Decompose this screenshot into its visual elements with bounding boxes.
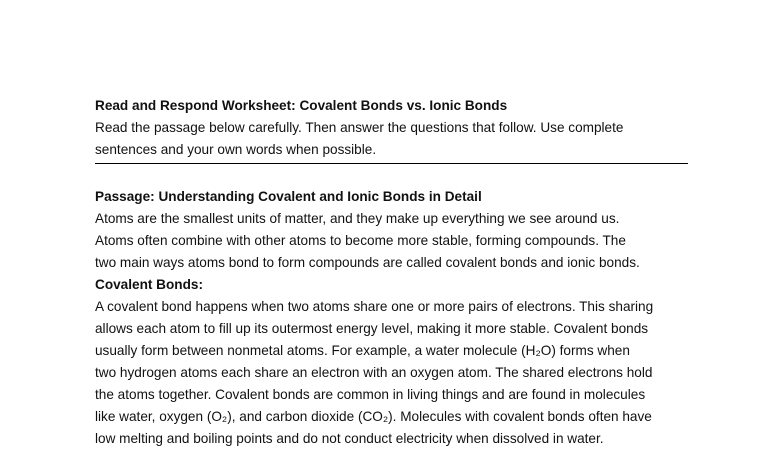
covalent-heading: Covalent Bonds: (95, 277, 203, 292)
passage-line: two main ways atoms bond to form compounds are called covalent bonds and ionic bonds. (95, 255, 640, 270)
passage-line: Atoms often combine with other atoms to become more stable, forming compounds. The (95, 233, 626, 248)
covalent-line: A covalent bond happens when two atoms share one or more pairs of electrons. This sharing (95, 299, 654, 314)
covalent-line: like water, oxygen (O₂), and carbon dioxide (CO₂). Molecules with covalent bonds often have (95, 409, 652, 424)
covalent-line: two hydrogen atoms each share an electron with an oxygen atom. The shared electrons hold (95, 365, 653, 380)
instructions-line: Read the passage below carefully. Then answer the questions that follow. Use complete (95, 120, 624, 135)
covalent-line: usually form between nonmetal atoms. For example, a water molecule (H₂O) forms when (95, 343, 630, 358)
passage-heading: Passage: Understanding Covalent and Ionic Bonds in Detail (95, 189, 482, 204)
instructions-line: sentences and your own words when possible. (95, 142, 377, 157)
covalent-line: low melting and boiling points and do not conduct electricity when dissolved in water. (95, 431, 604, 446)
covalent-line: allows each atom to fill up its outermost energy level, making it more stable. Covalent bonds (95, 321, 649, 336)
worksheet-content (95, 95, 689, 450)
covalent-line: the atoms together. Covalent bonds are common in living things and are found in molecules (95, 387, 646, 402)
passage-line: Atoms are the smallest units of matter, and they make up everything we see around us. (95, 211, 620, 226)
worksheet-title: Read and Respond Worksheet: Covalent Bonds vs. Ionic Bonds (95, 98, 508, 113)
spacer (95, 164, 689, 186)
